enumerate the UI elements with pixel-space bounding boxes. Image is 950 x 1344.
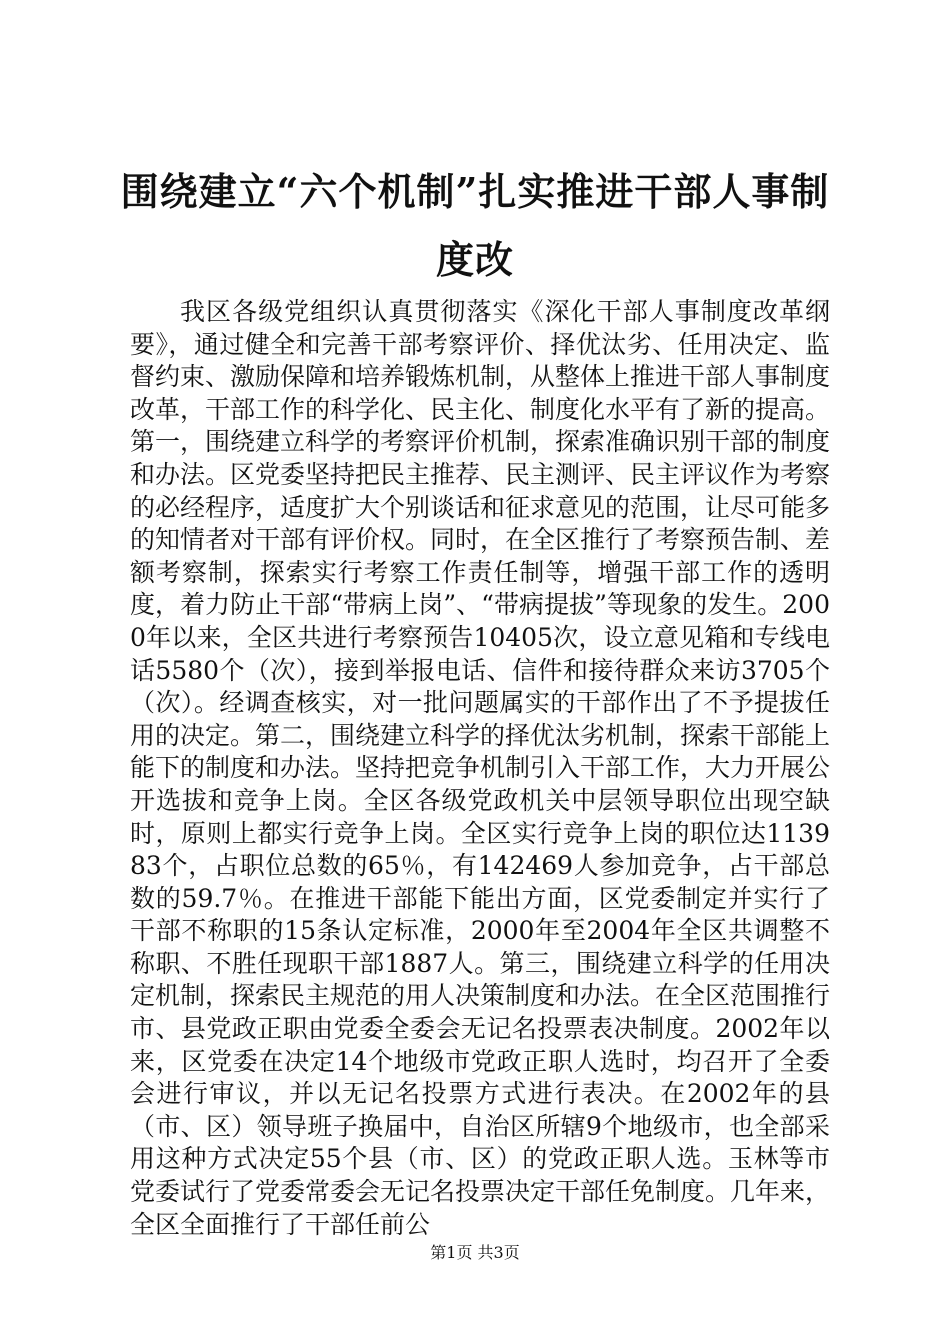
- document-title: 围绕建立“六个机制”扎实推进干部人事制度改: [120, 169, 830, 282]
- page-number-footer: 第1页 共3页: [430, 1243, 520, 1262]
- document-body-paragraph: 我区各级党组织认真贯彻落实《深化干部人事制度改革纲要》，通过健全和完善干部考察评价、择优汰劣、任用决定、监督约束、激励保障和培养锻炼机制，从整体上推进干部人事制度改革，干部工作的科学化、民主化、制度化水平有了新的提高。第一，围绕建立科学的考察评价机制，探索准确识别干部的制度和办法。区党委坚持把民主推荐、民主测评、民主评议作为考察的必经程序，适度扩大个别谈话和征求意见的范围，让尽可能多的知情者对干部有评价权。同时，在全区推行了考察预告制、差额考察制，探索实行考察工作责任制等，增强干部工作的透明度，着力防止干部“带病上岗”、“带病提拔”等现象的发生。2000年以来，全区共进行考察预告10405次，设立意见箱和专线电话5580个（次），接到举报电话、信件和接待群众来访3705个（次）。经调查核实，对一批问题属实的干部作出了不予提拔任用的决定。第二，围绕建立科学的择优汰劣机制，探索干部能上能下的制度和办法。坚持把竞争机制引入干部工作，大力开展公开选拔和竞争上岗。全区各级党政机关中层领导职位出现空缺时，原则上都实行竞争上岗。全区实行竞争上岗的职位达113983个，占职位总数的65％，有142469人参加竞争，占干部总数的59.7％。在推进干部能下能出方面，区党委制定并实行了干部不称职的15条认定标准，2000年至2004年全区共调整不称职、不胜任现职干部1887人。第三，围绕建立科学的任用决定机制，探索民主规范的用人决策制度和办法。在全区范围推行市、县党政正职由党委全委会无记名投票表决制度。2002年以来，区党委在决定14个地级市党政正职人选时，均召开了全委会进行审议，并以无记名投票方式进行表决。在2002年的县（市、区）领导班子换届中，自治区所辖9个地级市，也全部采用这种方式决定55个县（市、区）的党政正职人选。玉林等市党委试行了党委常委会无记名投票决定干部任免制度。几年来，全区全面推行了干部任前公: [130, 297, 831, 1239]
